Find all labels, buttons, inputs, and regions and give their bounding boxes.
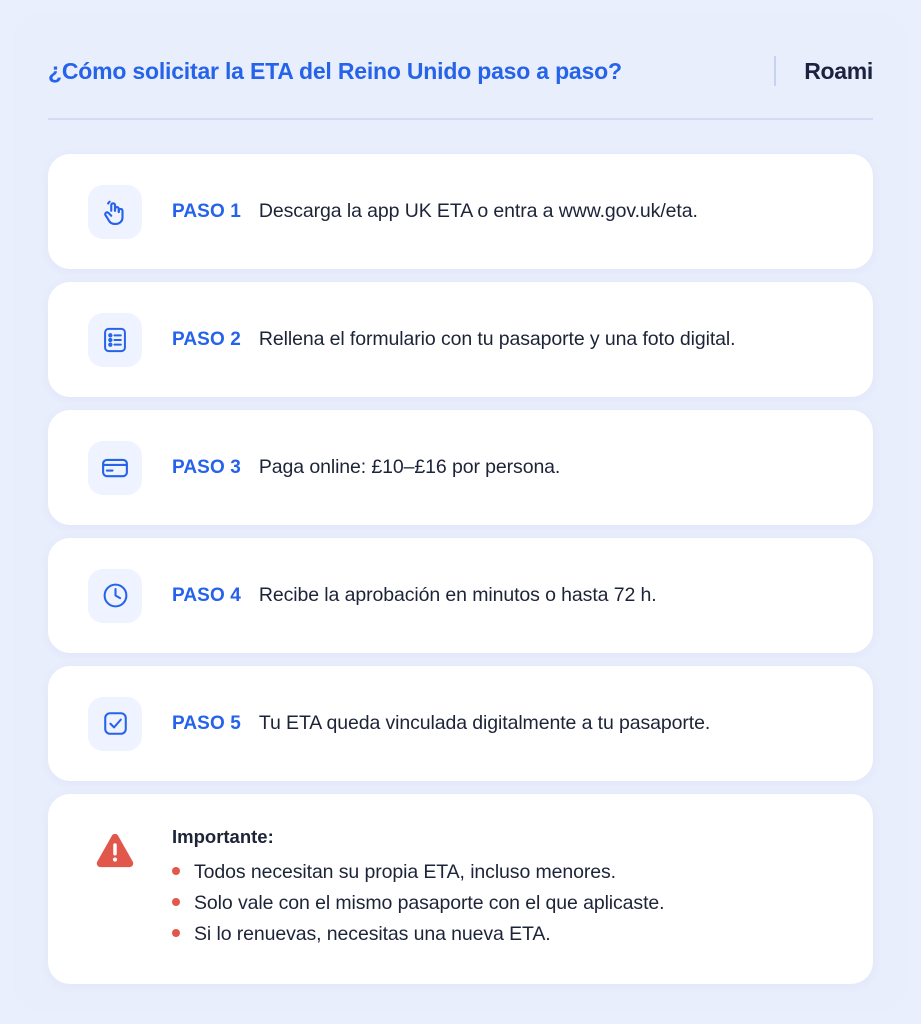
brand-logo: Roami: [804, 57, 873, 84]
step-label: PASO 4: [172, 584, 241, 606]
step-label: PASO 1: [172, 200, 241, 222]
list-item: [172, 861, 664, 884]
step-text: Descarga la app UK ETA o entra a www.gov.uk/eta.: [258, 200, 698, 222]
important-title: Importante:: [172, 826, 274, 847]
list-item: [48, 410, 873, 525]
step-label: PASO 5: [172, 712, 241, 734]
list-item: [48, 154, 873, 269]
checkbox-check-icon: [88, 697, 142, 751]
header-divider: [774, 56, 776, 86]
tap-hand-icon: [88, 185, 142, 239]
important-note: [48, 794, 873, 984]
clock-icon: [88, 569, 142, 623]
header-rule: [48, 118, 873, 120]
bullet-text: Solo vale con el mismo pasaporte con el que aplicaste.: [194, 892, 665, 914]
important-body: [172, 824, 664, 954]
header: [48, 40, 873, 102]
list-item: [48, 282, 873, 397]
bullet-dot-icon: [172, 898, 180, 906]
steps-list: [48, 154, 873, 997]
list-item: [48, 666, 873, 781]
infographic-inner: [14, 14, 907, 1010]
step-label: PASO 2: [172, 328, 241, 350]
form-list-icon: [88, 313, 142, 367]
step-text: Recibe la aprobación en minutos o hasta 72 h.: [258, 584, 657, 606]
list-item: [172, 892, 664, 915]
warning-triangle-icon: [88, 824, 142, 872]
page-title: ¿Cómo solicitar la ETA del Reino Unido paso a paso?: [48, 57, 622, 84]
list-item: [48, 538, 873, 653]
bullet-dot-icon: [172, 867, 180, 875]
bullet-text: Si lo renuevas, necesitas una nueva ETA.: [194, 923, 551, 945]
step-text: Paga online: £10–£16 por persona.: [258, 456, 561, 478]
bullet-dot-icon: [172, 929, 180, 937]
step-label: PASO 3: [172, 456, 241, 478]
step-text: Rellena el formulario con tu pasaporte y una foto digital.: [258, 328, 736, 350]
credit-card-icon: [88, 441, 142, 495]
step-text: Tu ETA queda vinculada digitalmente a tu pasaporte.: [258, 712, 711, 734]
bullet-text: Todos necesitan su propia ETA, incluso menores.: [194, 861, 616, 883]
list-item: [172, 923, 664, 946]
header-right: [774, 56, 873, 86]
